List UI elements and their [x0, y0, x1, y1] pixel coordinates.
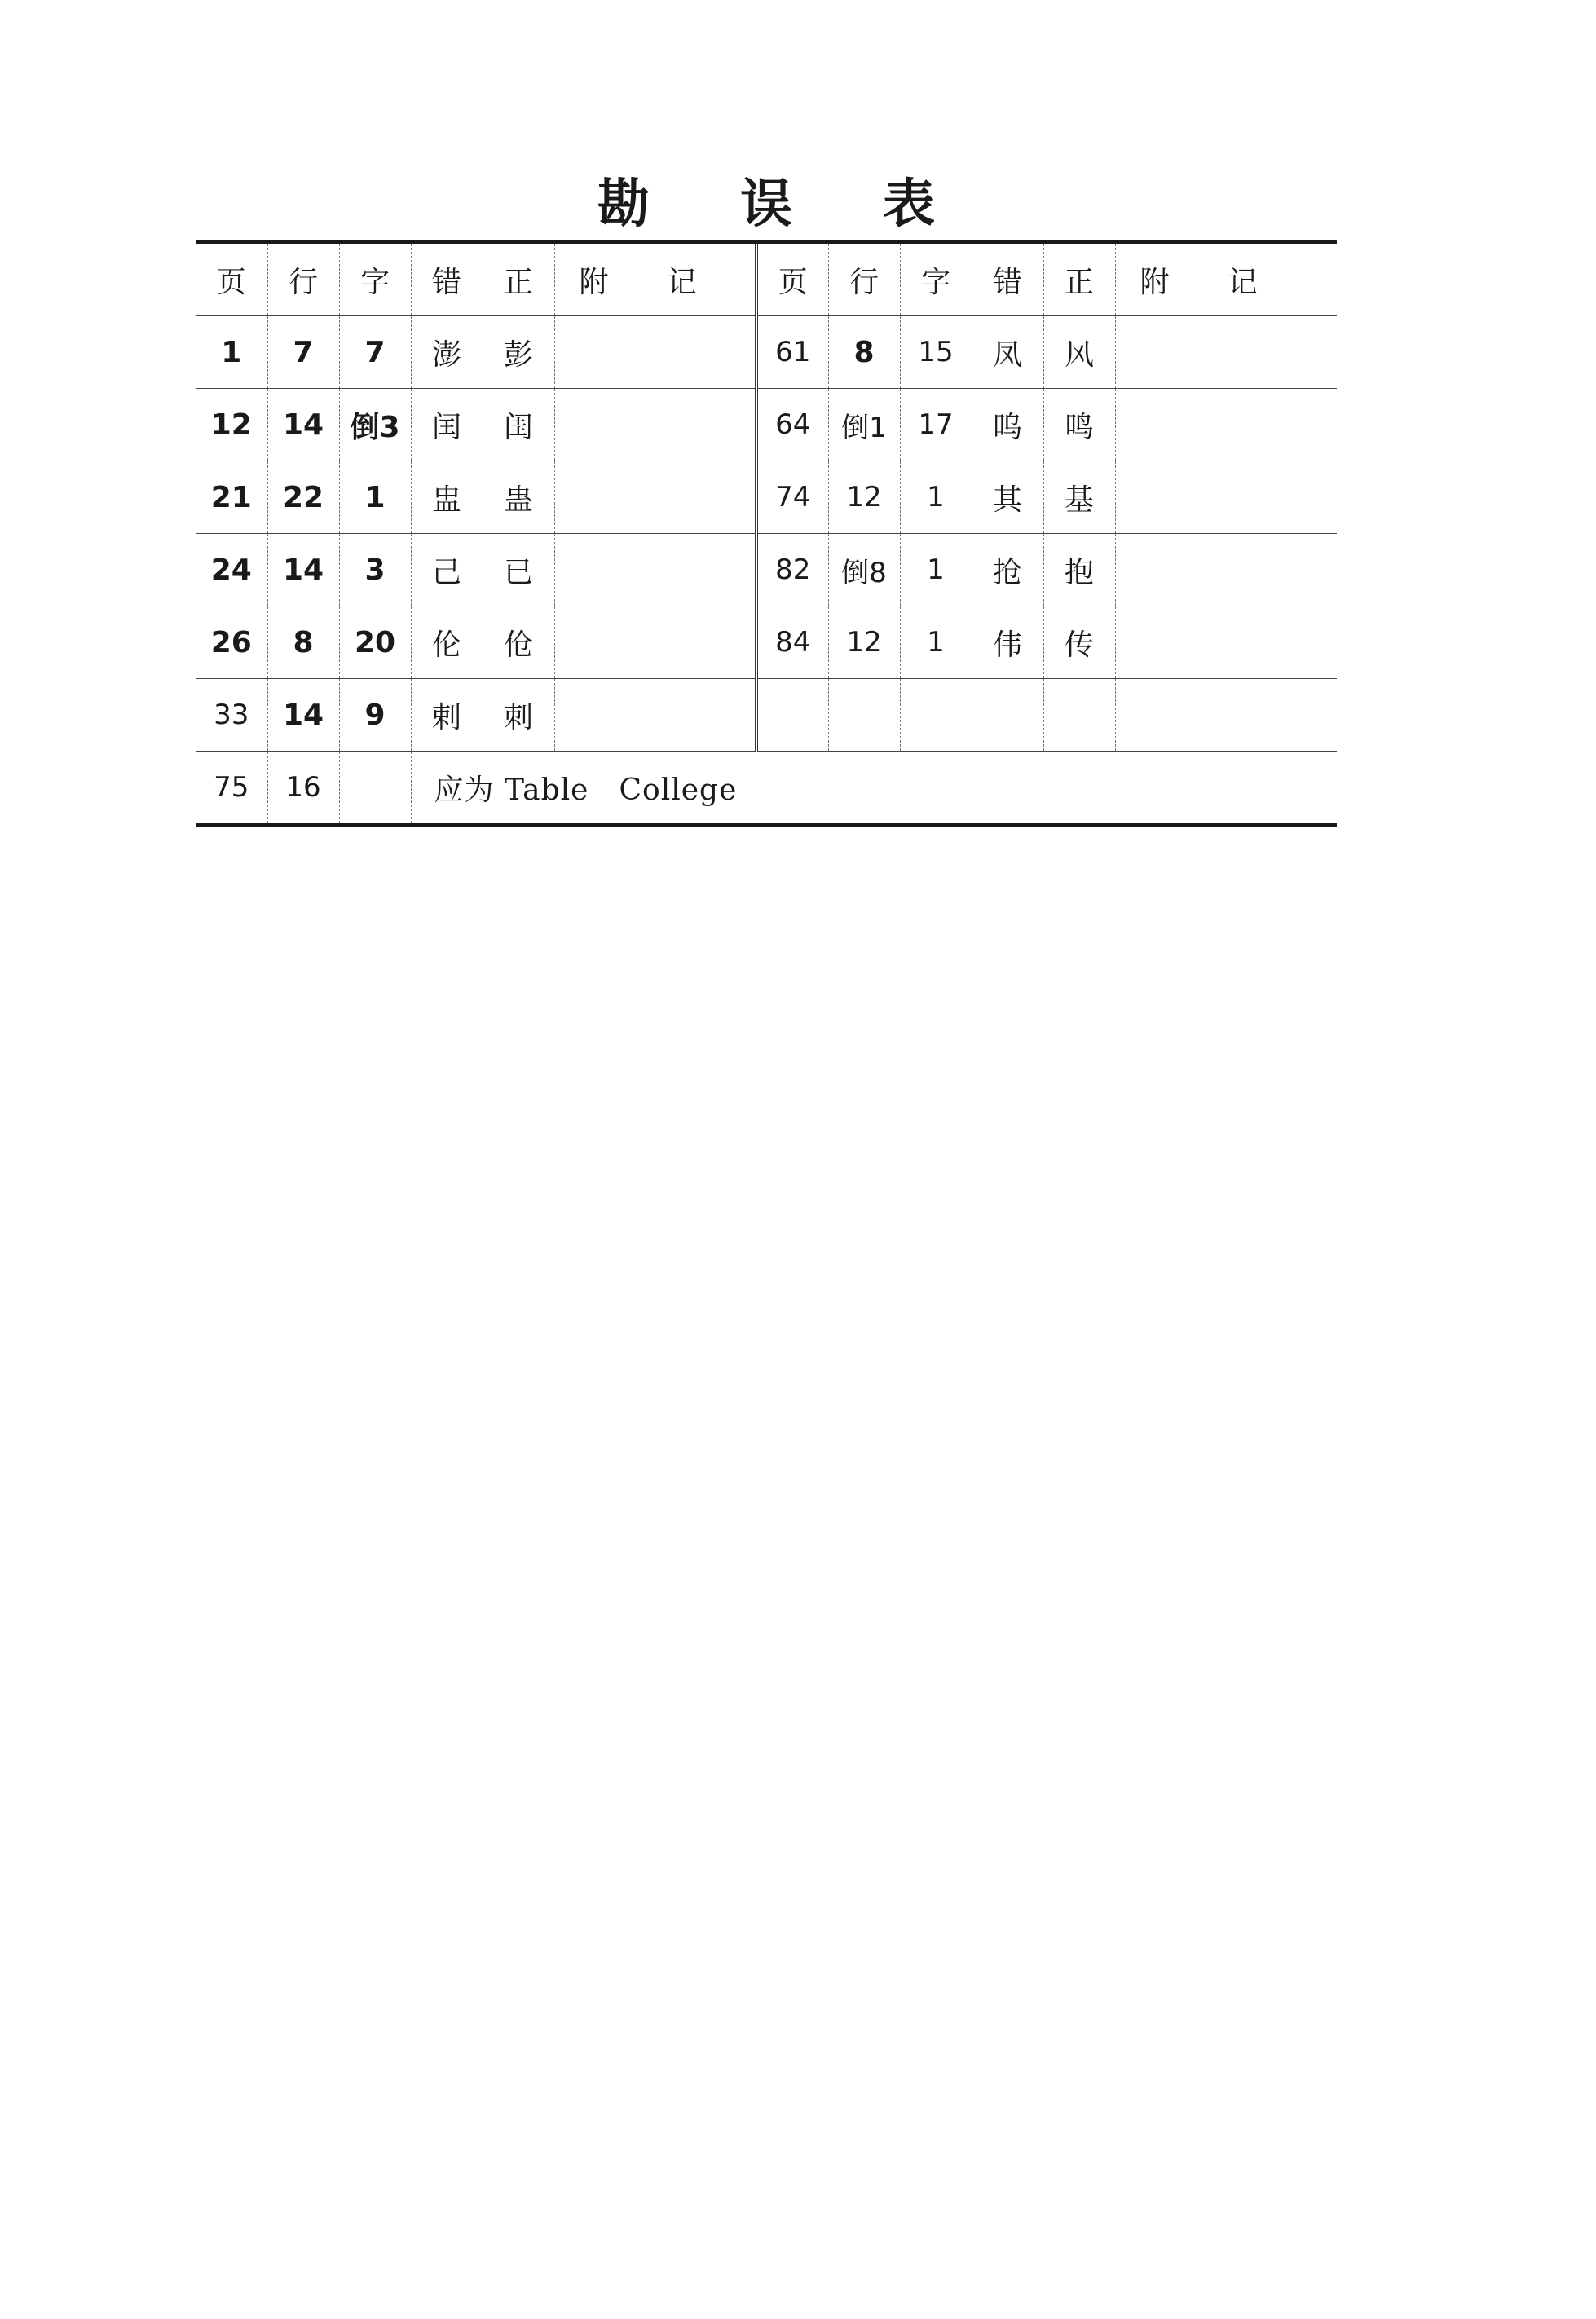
table-cell	[1115, 461, 1337, 534]
table-cell: 传	[1043, 606, 1115, 679]
table-cell: 64	[756, 389, 828, 461]
table-cell: 已	[483, 534, 554, 606]
table-cell: 刺	[483, 679, 554, 752]
final-row	[196, 752, 1337, 824]
table-cell: 己	[411, 534, 483, 606]
header-cell: 正	[483, 244, 554, 316]
table-cell: 12	[828, 606, 900, 679]
table-cell: 盅	[411, 461, 483, 534]
table-cell: 24	[196, 534, 267, 606]
table-cell: 61	[756, 316, 828, 389]
table-cell: 9	[339, 679, 411, 752]
table-cell: 倒8	[828, 534, 900, 606]
table-cell	[1115, 606, 1337, 679]
table-cell: 8	[828, 316, 900, 389]
table-cell: 74	[756, 461, 828, 534]
table-cell	[554, 606, 756, 679]
table-cell: 闺	[483, 389, 554, 461]
table-cell: 14	[267, 389, 339, 461]
table-cell: 21	[196, 461, 267, 534]
table-cell	[554, 679, 756, 752]
table-row	[196, 606, 1337, 679]
header-cell: 附 记	[554, 244, 756, 316]
table-cell: 蛊	[483, 461, 554, 534]
table-cell: 剌	[411, 679, 483, 752]
title-char-2: 误	[740, 174, 792, 235]
table-cell: 16	[267, 752, 339, 824]
table-cell: 14	[267, 679, 339, 752]
table-cell	[1115, 534, 1337, 606]
header-cell: 页	[196, 244, 267, 316]
table-cell	[1115, 389, 1337, 461]
errata-grid	[196, 244, 1337, 823]
table-cell	[900, 679, 972, 752]
table-cell	[554, 389, 756, 461]
final-note-text: 应为 Table College	[434, 773, 738, 807]
header-cell: 字	[900, 244, 972, 316]
header-cell: 错	[411, 244, 483, 316]
table-cell: 1	[196, 316, 267, 389]
table-cell: 14	[267, 534, 339, 606]
table-cell: 倒1	[828, 389, 900, 461]
table-cell: 抱	[1043, 534, 1115, 606]
table-row	[196, 679, 1337, 752]
table-cell: 1	[900, 606, 972, 679]
table-cell: 3	[339, 534, 411, 606]
table-cell	[1043, 679, 1115, 752]
table-cell: 7	[339, 316, 411, 389]
table-cell	[554, 461, 756, 534]
table-cell	[756, 679, 828, 752]
table-cell: 倒3	[339, 389, 411, 461]
table-cell	[339, 752, 411, 824]
table-cell: 12	[196, 389, 267, 461]
table-row	[196, 389, 1337, 461]
table-cell: 75	[196, 752, 267, 824]
table-cell: 82	[756, 534, 828, 606]
table-cell: 伧	[483, 606, 554, 679]
header-cell: 正	[1043, 244, 1115, 316]
table-cell	[554, 534, 756, 606]
table-cell: 伟	[972, 606, 1043, 679]
table-cell: 澎	[411, 316, 483, 389]
table-cell	[554, 316, 756, 389]
header-cell: 错	[972, 244, 1043, 316]
table-cell: 风	[1043, 316, 1115, 389]
table-cell: 其	[972, 461, 1043, 534]
table-cell: 17	[900, 389, 972, 461]
table-cell: 凤	[972, 316, 1043, 389]
table-cell: 闰	[411, 389, 483, 461]
table-cell: 彭	[483, 316, 554, 389]
final-note	[411, 752, 1337, 824]
header-cell: 字	[339, 244, 411, 316]
title-char-1: 勘	[597, 174, 650, 235]
table-cell: 鸣	[1043, 389, 1115, 461]
table-cell: 8	[267, 606, 339, 679]
table-cell: 抢	[972, 534, 1043, 606]
table-cell: 84	[756, 606, 828, 679]
table-cell	[828, 679, 900, 752]
table-cell: 15	[900, 316, 972, 389]
table-cell: 33	[196, 679, 267, 752]
table-row	[196, 316, 1337, 389]
header-cell: 页	[756, 244, 828, 316]
table-cell: 伦	[411, 606, 483, 679]
header-cell: 行	[828, 244, 900, 316]
title-char-3: 表	[883, 174, 935, 235]
table-cell: 基	[1043, 461, 1115, 534]
table-cell	[972, 679, 1043, 752]
errata-table	[196, 240, 1337, 827]
table-cell: 26	[196, 606, 267, 679]
header-cell: 行	[267, 244, 339, 316]
table-cell	[1115, 316, 1337, 389]
page-title	[196, 163, 1337, 236]
table-cell: 22	[267, 461, 339, 534]
table-cell: 12	[828, 461, 900, 534]
header-row	[196, 244, 1337, 316]
table-cell: 呜	[972, 389, 1043, 461]
header-cell: 附 记	[1115, 244, 1337, 316]
table-row	[196, 534, 1337, 606]
table-row	[196, 461, 1337, 534]
table-cell: 1	[900, 461, 972, 534]
bottom-rule	[196, 823, 1337, 827]
table-cell	[1115, 679, 1337, 752]
table-cell: 20	[339, 606, 411, 679]
table-cell: 7	[267, 316, 339, 389]
table-cell: 1	[900, 534, 972, 606]
table-cell: 1	[339, 461, 411, 534]
